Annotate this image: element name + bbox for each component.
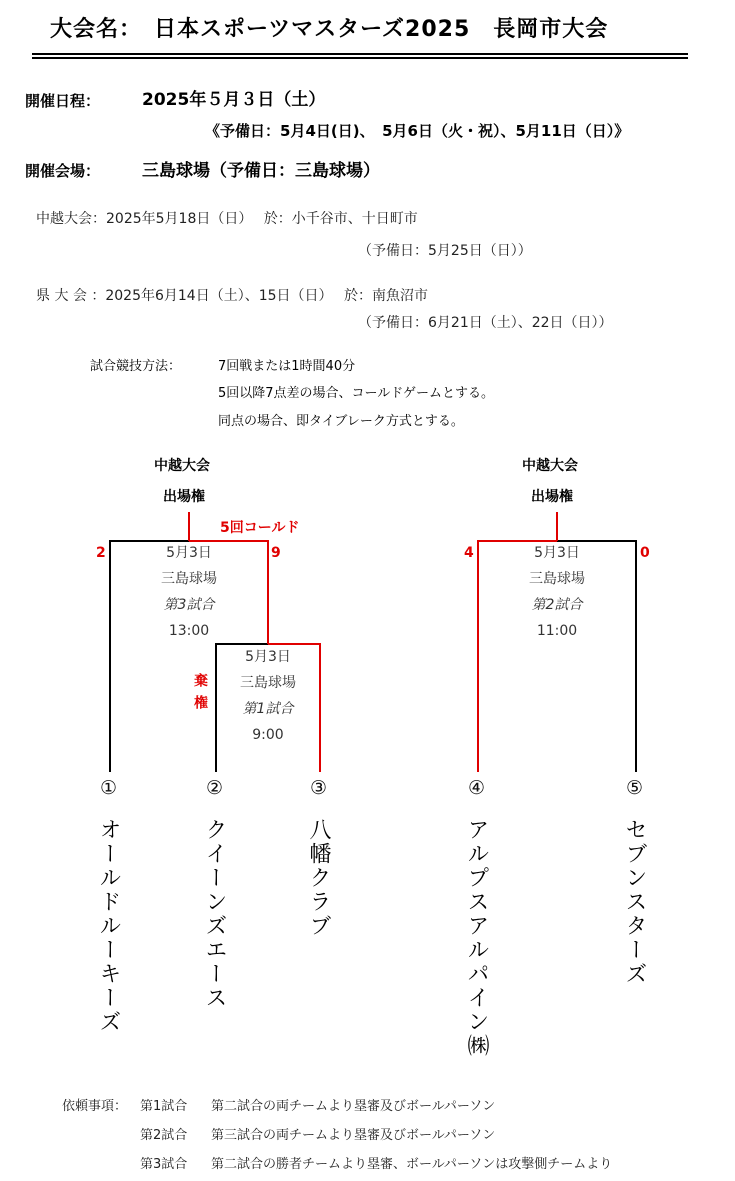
team2-name: クイーンズエース <box>202 818 227 1010</box>
request-2-game: 第2試合 <box>140 1128 188 1143</box>
team4-number: ④ <box>468 777 486 799</box>
request-3-game: 第3試合 <box>140 1157 188 1172</box>
team1-number: ① <box>100 777 118 799</box>
qualify-right-line1: 中越大会 <box>522 458 578 474</box>
rules-item-3: 同点の場合、即タイブレーク方式とする。 <box>218 414 464 429</box>
game2-date: 5月3日 <box>534 545 580 561</box>
venue-value: 三島球場（予備日：三島球場） <box>142 161 380 181</box>
game3-name: 第3試合 <box>163 597 215 613</box>
qualify-right-line2: 出場権 <box>531 489 573 505</box>
rules-label: 試合競技方法： <box>90 359 182 374</box>
team5-name: セブンスターズ <box>622 818 647 986</box>
prefecture-line1: 県 大 会 ：2025年6月14日（土）、15日（日） 於：南魚沼市 <box>36 288 428 304</box>
request-1-game: 第1試合 <box>140 1099 188 1114</box>
game1-venue: 三島球場 <box>240 675 296 691</box>
game1-time: 9:00 <box>252 727 284 743</box>
chuetsu-line1: 中越大会：2025年5月18日（日） 於：小千谷市、十日町市 <box>36 211 418 227</box>
schedule-label: 開催日程： <box>25 92 101 110</box>
game2-time: 11:00 <box>536 623 578 639</box>
game3-date: 5月3日 <box>166 545 212 561</box>
requests-label: 依頼事項： <box>62 1099 128 1114</box>
rules-item-2: 5回以降7点差の場合、コールドゲームとする。 <box>218 386 495 401</box>
game3-info <box>129 540 249 644</box>
score-game3-left: 2 <box>96 545 106 561</box>
rules-item-1: 7回戦または1時間40分 <box>218 359 356 374</box>
team4-name: アルプスアルパイン㈱ <box>464 818 489 1058</box>
request-2-text: 第三試合の両チームより塁審及びボールパーソン <box>211 1128 496 1143</box>
game1-name: 第1試合 <box>242 701 294 717</box>
page-title: 大会名： 日本スポーツマスターズ2025 長岡市大会 <box>50 17 609 42</box>
request-1-text: 第二試合の両チームより塁審及びボールパーソン <box>211 1099 496 1114</box>
team3-number: ③ <box>310 777 328 799</box>
schedule-reserve: 《予備日：5月4日(日)、 5月6日（火・祝）、5月11日（日）》 <box>205 122 630 140</box>
game3-venue: 三島球場 <box>161 571 217 587</box>
team1-name: オールドルーキーズ <box>96 818 121 1034</box>
game1-info <box>208 644 328 748</box>
venue-label: 開催会場： <box>25 162 101 180</box>
team2-number: ② <box>206 777 224 799</box>
team5-number: ⑤ <box>626 777 644 799</box>
chuetsu-line2: （予備日：5月25日（日）） <box>358 243 532 259</box>
schedule-date: 2025年５月３日（土） <box>142 90 326 110</box>
cold-game-note: 5回コールド <box>220 520 300 536</box>
qualify-left-line1: 中越大会 <box>154 458 210 474</box>
game1-date: 5月3日 <box>245 649 291 665</box>
game2-venue: 三島球場 <box>529 571 585 587</box>
score-game2-left: 4 <box>464 545 474 561</box>
score-game2-right: 0 <box>640 545 650 561</box>
request-3-text: 第二試合の勝者チームより塁審、ボールパーソンは攻撃側チームより <box>211 1157 613 1172</box>
game2-info <box>497 540 617 644</box>
forfeit-note: 棄権 <box>192 673 208 717</box>
game3-time: 13:00 <box>168 623 210 639</box>
game2-name: 第2試合 <box>531 597 583 613</box>
score-game3-right: 9 <box>271 545 281 561</box>
qualify-left-line2: 出場権 <box>163 489 205 505</box>
team3-name: 八幡クラブ <box>306 818 331 938</box>
prefecture-line2: （予備日：6月21日（土）、22日（日）） <box>358 315 613 331</box>
